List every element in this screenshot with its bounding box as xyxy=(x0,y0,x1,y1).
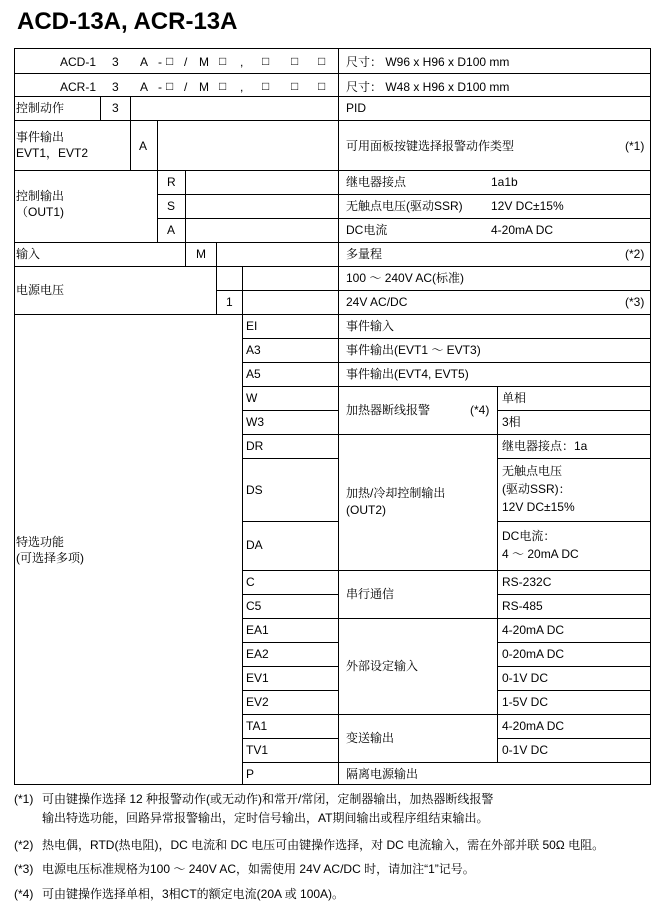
event-output-label: 事件输出 xyxy=(16,130,65,144)
option-code: W3 xyxy=(246,415,264,429)
option-code: EV2 xyxy=(246,695,269,709)
row-divider xyxy=(242,666,338,667)
option-desc: 串行通信 xyxy=(346,587,395,601)
option-value: RS-485 xyxy=(502,599,543,613)
row-divider xyxy=(497,690,651,691)
row-divider xyxy=(497,521,651,522)
option-value: (驱动SSR)： xyxy=(502,482,571,496)
col-divider xyxy=(497,570,498,762)
row-divider xyxy=(242,642,338,643)
option-code: EA1 xyxy=(246,623,269,637)
power-code: 1 xyxy=(226,295,233,309)
option-value: 0-1V DC xyxy=(502,743,549,757)
row-divider xyxy=(497,458,651,459)
row-divider xyxy=(242,410,338,411)
size-acd: 尺寸： W96 x H96 x D100 mm xyxy=(346,55,510,69)
input-note: (*2) xyxy=(625,247,645,261)
col-divider xyxy=(185,170,186,266)
control-output-value: 4-20mA DC xyxy=(491,223,554,237)
row-divider xyxy=(497,738,651,739)
power-note: (*3) xyxy=(625,295,645,309)
control-action-desc: PID xyxy=(346,101,367,115)
footnote-text: 可由键操作选择 12 种报警动作(或无动作)和常开/常闭，定制器输出，加热器断线报警 xyxy=(42,792,494,806)
col-divider xyxy=(338,48,339,785)
option-desc: 事件输入 xyxy=(346,319,395,333)
model-name: ACR-1 xyxy=(60,80,97,94)
row-divider xyxy=(497,642,651,643)
power-desc: 24V AC/DC xyxy=(346,295,408,309)
col-divider xyxy=(242,266,243,785)
option-code: P xyxy=(246,767,255,781)
row-divider xyxy=(14,266,651,267)
options-label-sub: (可选择多项) xyxy=(16,551,84,565)
control-output-desc: DC电流 xyxy=(346,223,388,237)
row-divider xyxy=(497,410,651,411)
input-label: 输入 xyxy=(16,247,41,261)
row-divider xyxy=(242,362,651,363)
row-divider xyxy=(242,714,651,715)
control-output-label-sub: （OUT1) xyxy=(16,205,65,219)
row-divider xyxy=(157,194,651,195)
option-desc: 外部设定输入 xyxy=(346,659,419,673)
footnote-mark: (*3) xyxy=(14,862,34,876)
row-divider xyxy=(242,521,338,522)
option-code: A3 xyxy=(246,343,261,357)
input-code: M xyxy=(196,247,206,261)
option-desc: 加热/冷却控制输出 xyxy=(346,486,446,500)
option-value: 0-1V DC xyxy=(502,671,549,685)
footnote-text: 热电偶，RTD(热电阻)，DC 电流和 DC 电压可由键操作选择，对 DC 电流输入，需在外部并联 50Ω 电阻。 xyxy=(42,838,605,852)
control-output-value: 1a1b xyxy=(491,175,518,189)
row-divider xyxy=(14,73,651,74)
options-label: 特选功能 xyxy=(16,535,65,549)
row-divider xyxy=(14,242,651,243)
col-divider xyxy=(216,242,217,314)
option-note: (*4) xyxy=(470,403,490,417)
row-divider xyxy=(242,594,338,595)
size-acr: 尺寸： W48 x H96 x D100 mm xyxy=(346,80,510,94)
row-divider xyxy=(242,618,651,619)
footnote-mark: (*2) xyxy=(14,838,34,852)
row-divider xyxy=(242,690,338,691)
page-title: ACD-13A, ACR-13A xyxy=(17,8,238,35)
option-value: 3相 xyxy=(502,415,521,429)
event-output-desc: 可用面板按键选择报警动作类型 xyxy=(346,139,515,153)
option-code: TA1 xyxy=(246,719,268,733)
control-action-code: 3 xyxy=(112,101,119,115)
control-output-desc: 继电器接点 xyxy=(346,175,407,189)
row-divider xyxy=(14,96,651,97)
footnote-text: 可由键操作选择单相，3相CT的额定电流(20A 或 100A)。 xyxy=(42,887,345,901)
event-output-note: (*1) xyxy=(625,139,645,153)
row-divider xyxy=(242,434,651,435)
option-desc: 隔离电源输出 xyxy=(346,767,419,781)
col-divider xyxy=(130,96,131,170)
option-desc: 事件输出(EVT4, EVT5) xyxy=(346,367,469,381)
event-output-code: A xyxy=(139,139,148,153)
option-value: 单相 xyxy=(502,391,527,405)
option-value: RS-232C xyxy=(502,575,552,589)
option-code: EI xyxy=(246,319,258,333)
row-divider xyxy=(497,666,651,667)
row-divider xyxy=(242,738,338,739)
row-divider xyxy=(242,338,651,339)
option-code: EA2 xyxy=(246,647,269,661)
row-divider xyxy=(497,594,651,595)
option-code: DS xyxy=(246,483,263,497)
control-output-value: 12V DC±15% xyxy=(491,199,564,213)
col-divider xyxy=(497,386,498,434)
control-output-code: A xyxy=(167,223,176,237)
option-code: A5 xyxy=(246,367,261,381)
footnote-mark: (*4) xyxy=(14,887,34,901)
row-divider xyxy=(14,170,651,171)
control-output-desc: 无触点电压(驱动SSR) xyxy=(346,199,463,213)
option-value: 12V DC±15% xyxy=(502,500,575,514)
option-value: 4-20mA DC xyxy=(502,623,565,637)
option-code: TV1 xyxy=(246,743,269,757)
option-value: 继电器接点：1a xyxy=(502,439,588,453)
event-output-label-sub: EVT1，EVT2 xyxy=(16,146,89,160)
option-value: 4 ～ 20mA DC xyxy=(502,547,579,561)
option-desc-sub: (OUT2) xyxy=(346,503,386,517)
row-divider xyxy=(14,120,651,121)
footnote-mark: (*1) xyxy=(14,792,34,806)
power-label: 电源电压 xyxy=(16,283,65,297)
option-desc: 变送输出 xyxy=(346,731,395,745)
row-divider xyxy=(216,290,651,291)
option-code: C xyxy=(246,575,255,589)
row-divider xyxy=(242,570,651,571)
row-divider xyxy=(242,386,651,387)
option-code: DR xyxy=(246,439,264,453)
power-desc: 100 ～ 240V AC(标准) xyxy=(346,271,465,285)
control-output-code: R xyxy=(167,175,176,189)
option-value: 4-20mA DC xyxy=(502,719,565,733)
option-code: W xyxy=(246,391,258,405)
control-output-label: 控制输出 xyxy=(16,189,65,203)
option-value: 1-5V DC xyxy=(502,695,549,709)
control-output-code: S xyxy=(167,199,176,213)
row-divider xyxy=(14,314,651,315)
option-value: DC电流： xyxy=(502,529,556,543)
spec-table-frame xyxy=(14,48,651,785)
footnote-text: 输出特选功能，回路异常报警输出，定时信号输出，AT期间输出或程序组结束输出。 xyxy=(42,811,489,825)
col-divider xyxy=(100,96,101,120)
row-divider xyxy=(157,218,651,219)
option-desc: 事件输出(EVT1 ～ EVT3) xyxy=(346,343,481,357)
option-value: 无触点电压 xyxy=(502,464,563,478)
col-divider xyxy=(497,434,498,570)
option-desc: 加热器断线报警 xyxy=(346,403,431,417)
option-code: EV1 xyxy=(246,671,269,685)
option-code: C5 xyxy=(246,599,262,613)
input-desc: 多量程 xyxy=(346,247,383,261)
option-code: DA xyxy=(246,538,263,552)
control-action-label: 控制动作 xyxy=(16,101,65,115)
row-divider xyxy=(242,458,338,459)
col-divider xyxy=(157,120,158,242)
footnote-text: 电源电压标准规格为100 ～ 240V AC，如需使用 24V AC/DC 时，请加注“1”记号。 xyxy=(42,862,475,876)
option-value: 0-20mA DC xyxy=(502,647,565,661)
model-name: ACD-1 xyxy=(60,55,97,69)
row-divider xyxy=(242,762,651,763)
